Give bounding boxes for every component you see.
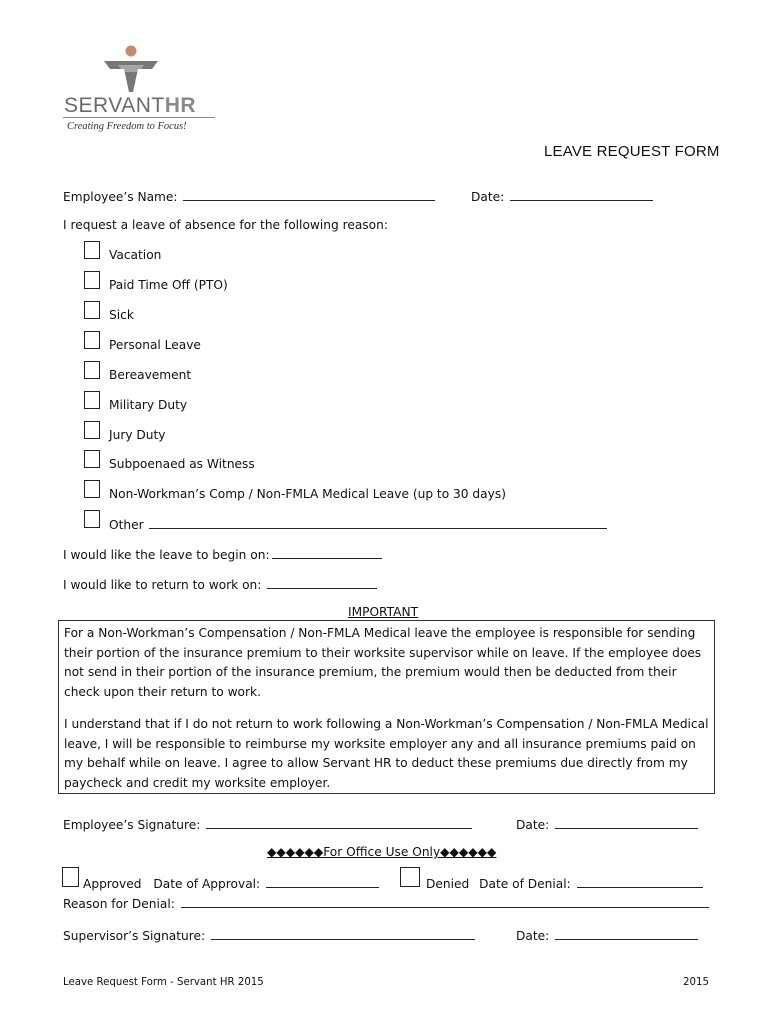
- other-reason-field[interactable]: [149, 516, 607, 529]
- supervisor-date-label: Date:: [516, 929, 550, 943]
- employee-signature-label: Employee’s Signature:: [63, 818, 201, 832]
- employee-signature-date-row: [516, 816, 698, 832]
- footer-right: 2015: [683, 977, 709, 988]
- reason-for-denial-label: Reason for Denial:: [63, 897, 175, 911]
- reason-for-denial-row: [63, 895, 709, 911]
- important-paragraph-1: For a Non-Workman’s Compensation / Non-FMLA Medical leave the employee is responsible for sending their portion of the insurance premium to their worksite supervisor while on leave. If the employee does not send in their portion of the insurance premium, the premium would then be deducted from their check upon their return to work.: [64, 626, 702, 700]
- logo-figure-icon: [102, 44, 160, 94]
- denial-date-label: Date of Denial:: [479, 877, 571, 891]
- return-date-label: I would like to return to work on:: [63, 578, 262, 592]
- employee-signature-date-label: Date:: [516, 818, 550, 832]
- checkbox-personal-leave[interactable]: [84, 331, 100, 349]
- reason-label-pto: Paid Time Off (PTO): [109, 278, 228, 292]
- reason-label-medical-leave: Non-Workman’s Comp / Non-FMLA Medical Leave (up to 30 days): [109, 487, 506, 501]
- supervisor-date-row: [516, 927, 698, 943]
- reason-intro: I request a leave of absence for the following reason:: [63, 218, 388, 232]
- supervisor-signature-row: [63, 927, 475, 943]
- checkbox-military-duty[interactable]: [84, 391, 100, 409]
- reason-label-personal-leave: Personal Leave: [109, 338, 201, 352]
- begin-date-label: I would like the leave to begin on:: [63, 548, 270, 562]
- reason-for-denial-field[interactable]: [181, 895, 709, 908]
- reason-label-bereavement: Bereavement: [109, 368, 192, 382]
- approval-date-label: Date of Approval:: [153, 877, 261, 891]
- approval-date-field[interactable]: [266, 875, 379, 888]
- return-date-row: [63, 576, 377, 592]
- reason-label-vacation: Vacation: [109, 248, 162, 262]
- employee-signature-row: [63, 816, 472, 832]
- logo-wordmark: [64, 94, 196, 118]
- employee-name-label: Employee’s Name:: [63, 190, 178, 204]
- supervisor-signature-label: Supervisor’s Signature:: [63, 929, 206, 943]
- supervisor-date-field[interactable]: [555, 927, 698, 940]
- reason-label-subpoenaed: Subpoenaed as Witness: [109, 457, 255, 471]
- date-row: [471, 188, 653, 204]
- approved-row: [83, 875, 379, 891]
- denial-date-field[interactable]: [577, 875, 703, 888]
- checkbox-bereavement[interactable]: [84, 361, 100, 379]
- approved-label: Approved: [83, 877, 142, 891]
- date-label: Date:: [471, 190, 505, 204]
- form-title: LEAVE REQUEST FORM: [544, 143, 720, 160]
- checkbox-vacation[interactable]: [84, 241, 100, 259]
- checkbox-medical-leave[interactable]: [84, 480, 100, 498]
- footer-left: Leave Request Form - Servant HR 2015: [63, 977, 264, 988]
- checkbox-jury-duty[interactable]: [84, 421, 100, 439]
- checkbox-other[interactable]: [84, 510, 100, 528]
- begin-date-row: [63, 546, 382, 562]
- denied-label: Denied: [426, 877, 470, 891]
- denied-row: [426, 875, 703, 891]
- checkbox-approved[interactable]: [62, 867, 79, 887]
- important-paragraph-2: I understand that if I do not return to work following a Non-Workman’s Compensation / Non-FMLA Medical leave, I will be responsible to reimburse my worksite employer any and all insurance premiums paid on my behalf while on leave. I agree to allow Servant HR to deduct these premiums due directly from my paycheck and credit my worksite employer.: [64, 717, 709, 791]
- important-heading: IMPORTANT: [348, 605, 419, 619]
- employee-signature-field[interactable]: [206, 816, 472, 829]
- reason-other-row: [109, 516, 607, 532]
- reason-label-other: Other: [109, 518, 144, 532]
- office-use-heading: ◆◆◆◆◆◆For Office Use Only◆◆◆◆◆◆: [267, 845, 497, 859]
- employee-name-field[interactable]: [183, 188, 435, 201]
- logo-divider: [63, 117, 215, 118]
- checkbox-subpoenaed[interactable]: [84, 450, 100, 468]
- supervisor-signature-field[interactable]: [211, 927, 475, 940]
- checkbox-denied[interactable]: [400, 867, 420, 887]
- reason-label-sick: Sick: [109, 308, 134, 322]
- logo-tagline: Creating Freedom to Focus!: [67, 121, 187, 132]
- logo-brand-main: SERVANT: [64, 94, 165, 117]
- checkbox-sick[interactable]: [84, 301, 100, 319]
- logo-brand-accent: HR: [164, 94, 197, 117]
- employee-name-row: [63, 188, 435, 204]
- return-date-field[interactable]: [267, 576, 377, 589]
- reason-label-jury-duty: Jury Duty: [109, 428, 166, 442]
- date-field[interactable]: [510, 188, 653, 201]
- employee-signature-date-field[interactable]: [555, 816, 698, 829]
- checkbox-pto[interactable]: [84, 271, 100, 289]
- reason-label-military-duty: Military Duty: [109, 398, 188, 412]
- begin-date-field[interactable]: [272, 546, 382, 559]
